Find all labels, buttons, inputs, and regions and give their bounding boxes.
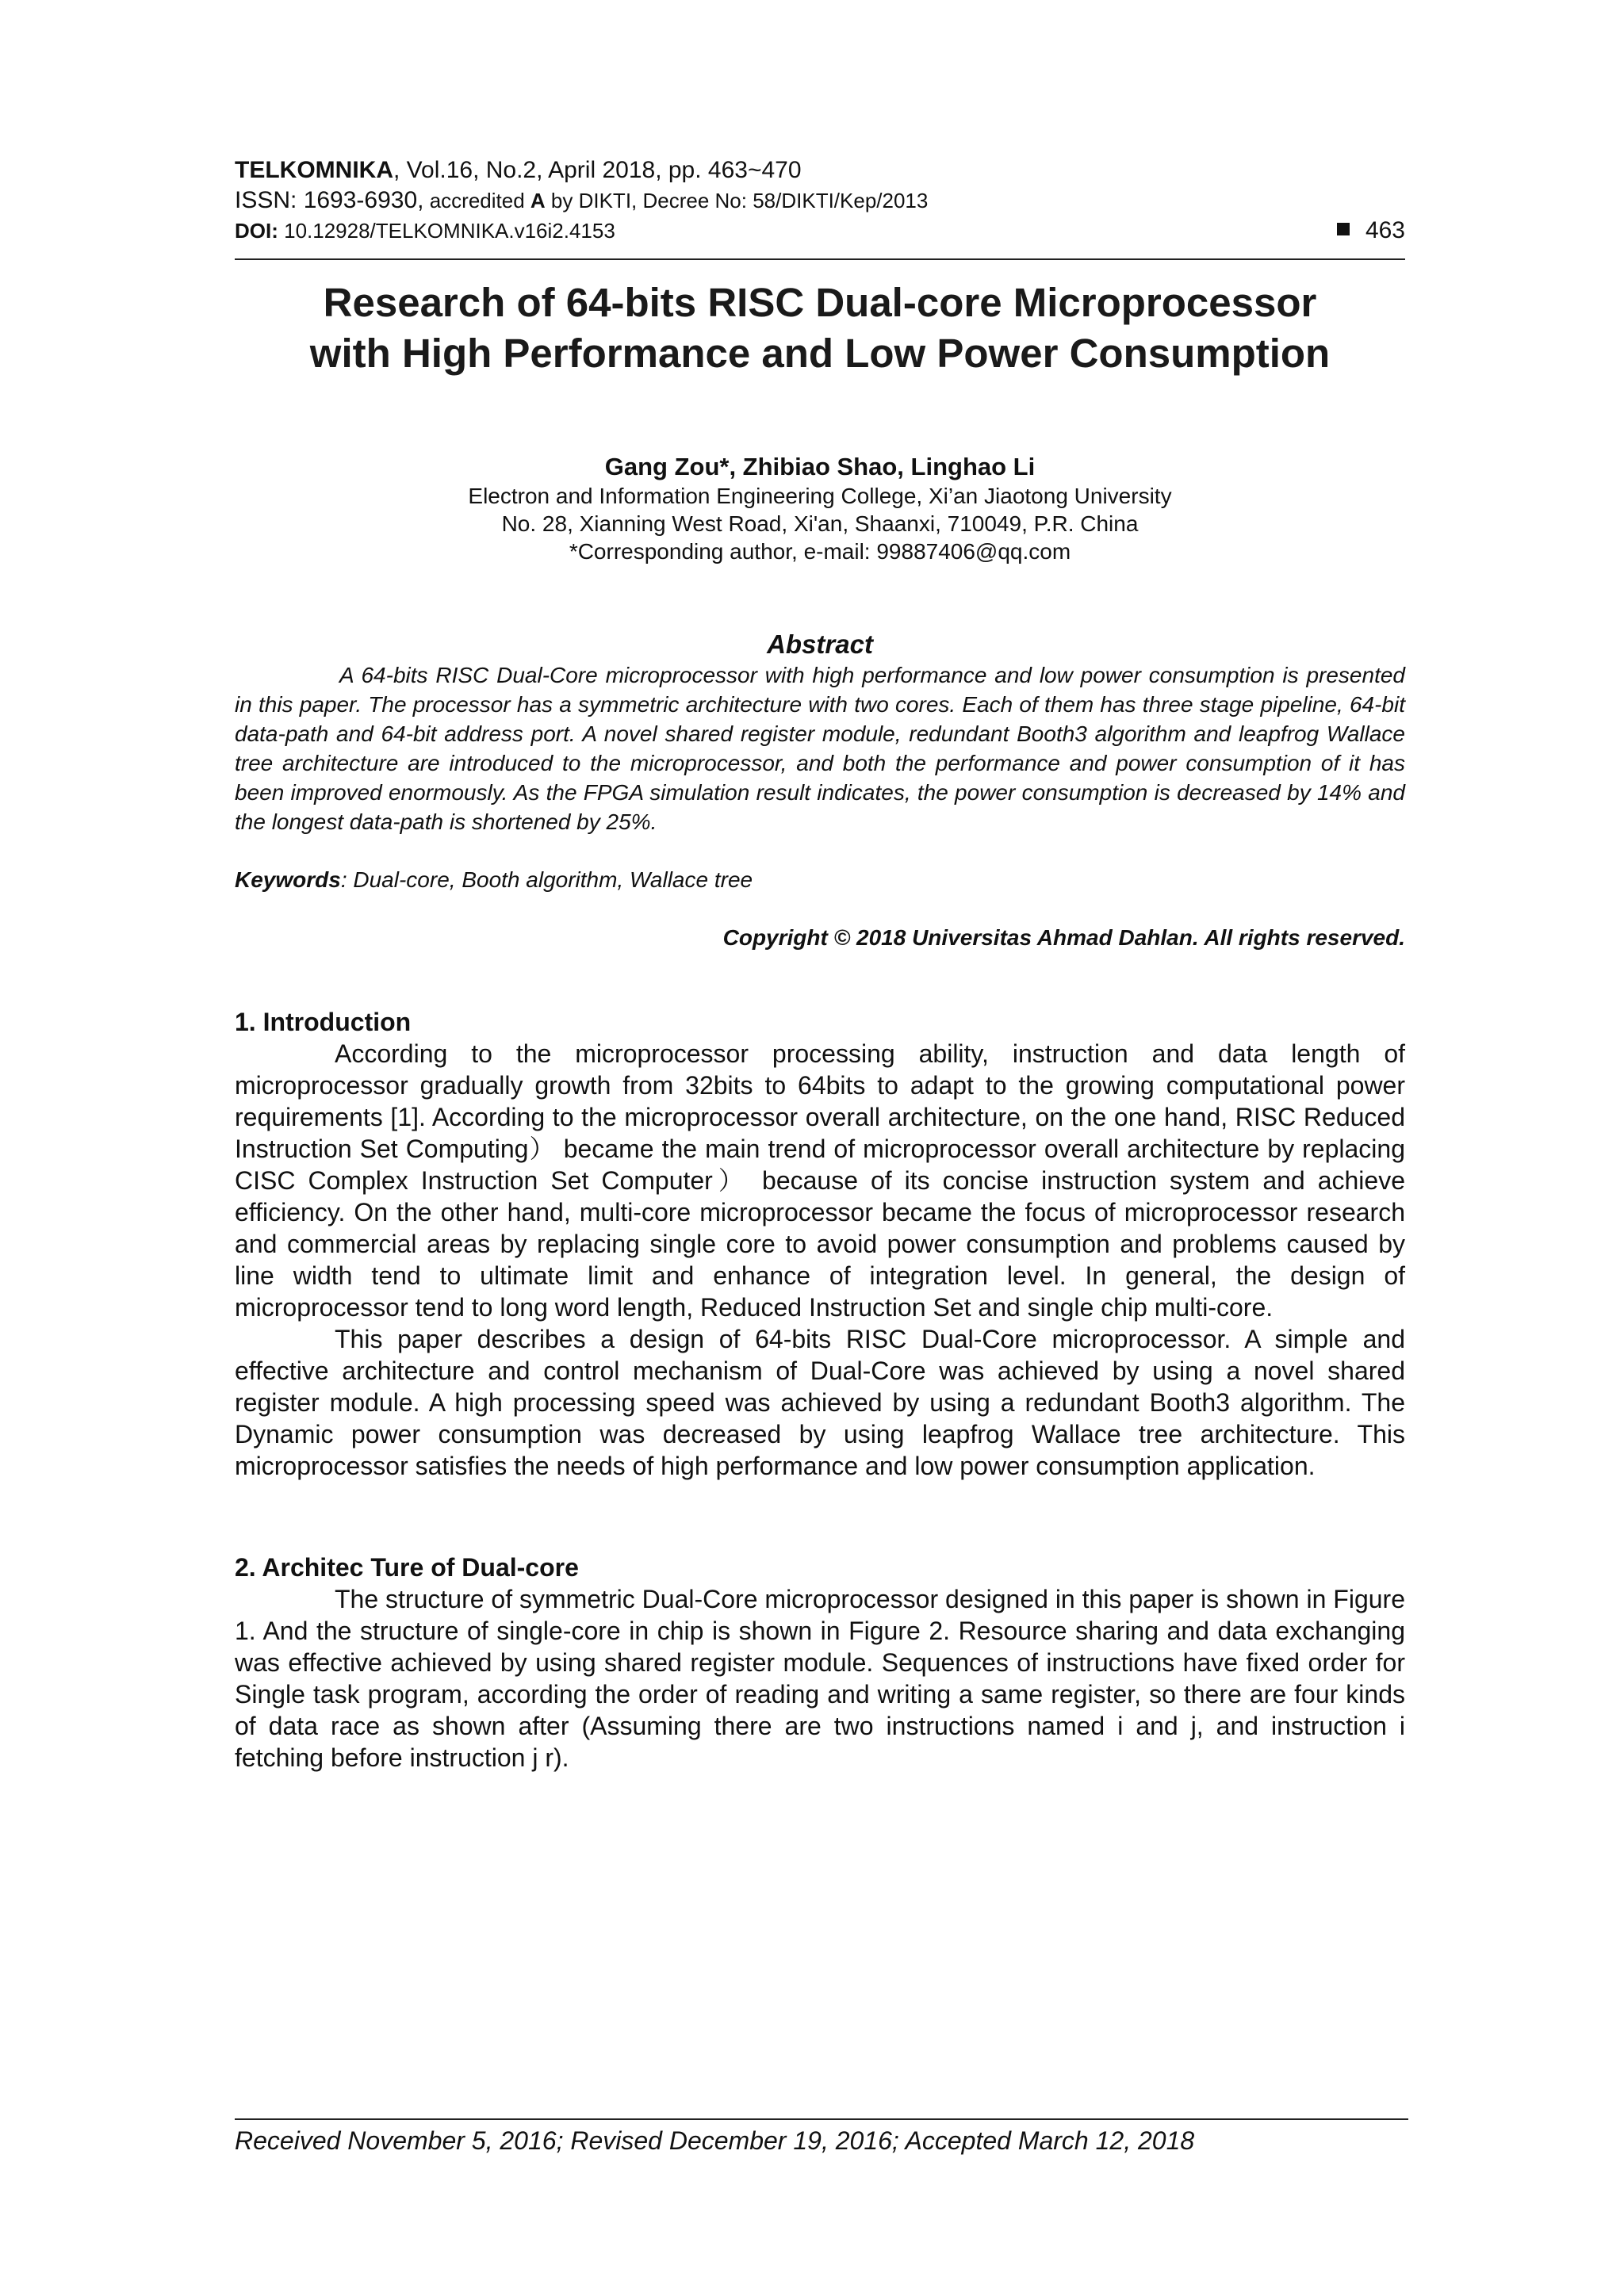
square-bullet-icon: [1337, 223, 1350, 235]
issn-line: [235, 186, 1405, 216]
abstract-text: A 64-bits RISC Dual-Core microprocessor with high performance and low power consumption is presented in this paper. The processor has a symmetric architecture with two cores. Each of them has three stage pipeline, 64-bit data-path and 64-bit address port. A novel shared register module, redundant Booth3 algorithm and leapfrog Wallace tree architecture are introduced to the microprocessor, and both the performance and power consumption of it has been improved enormously. As the FPGA simulation result indicates, the power consumption is decreased by 14% and the longest data-path is shortened by 25%.: [235, 663, 1405, 834]
accredited-grade: A: [530, 189, 546, 212]
doi-line: [235, 216, 1405, 246]
affiliation: Electron and Information Engineering College, Xi’an Jiaotong University: [468, 484, 1172, 508]
corresponding-author: *Corresponding author, e-mail: 99887406@qq.com: [569, 539, 1071, 564]
copyright: Copyright © 2018 Universitas Ahmad Dahlan. All rights reserved.: [722, 925, 1405, 950]
volume-info: , Vol.16, No.2, April 2018, pp. 463~470: [393, 157, 802, 183]
title-line-1: Research of 64-bits RISC Dual-core Microprocessor: [323, 280, 1317, 325]
header-rule: [235, 258, 1405, 260]
accredited-pre: accredited: [423, 189, 530, 212]
accredited-post: by DIKTI, Decree No: 58/DIKTI/Kep/2013: [545, 189, 929, 212]
paper-page: [235, 155, 1405, 1774]
page-number: [1337, 216, 1405, 246]
title-line-2: with High Performance and Low Power Consumption: [309, 331, 1331, 376]
keywords-text: : Dual-core, Booth algorithm, Wallace tree: [340, 867, 753, 892]
journal-line: [235, 155, 1405, 186]
issn: ISSN: 1693-6930,: [235, 187, 424, 213]
received-dates: Received November 5, 2016; Revised December 19, 2016; Accepted March 12, 2018: [235, 2126, 1195, 2155]
author-names: Gang Zou*, Zhibiao Shao, Linghao Li: [604, 453, 1036, 480]
doi-value: 10.12928/TELKOMNIKA.v16i2.4153: [278, 219, 615, 243]
abstract-heading: Abstract: [767, 629, 873, 659]
author-block: [235, 452, 1405, 565]
paragraph: The structure of symmetric Dual-Core microprocessor designed in this paper is shown in Figure 1. And the structure of single-core in chip is shown in Figure 2. Resource sharing and data exchanging was effective achieved by using shared register module. Sequences of instructions have fixed order for Single task program, according the order of reading and writing a same register, so there are four kinds of data race as shown after (Assuming there are two instructions named i and j, and instruction i fetching before instruction j r).: [235, 1585, 1405, 1772]
paragraph: This paper describes a design of 64-bits RISC Dual-Core microprocessor. A simple and effective architecture and control mechanism of Dual-Core was achieved by using a novel shared register module. A high processing speed was achieved by using a redundant Booth3 algorithm. The Dynamic power consumption was decreased by using leapfrog Wallace tree architecture. This microprocessor satisfies the needs of high performance and low power consumption application.: [235, 1325, 1405, 1480]
journal-name: TELKOMNIKA: [235, 157, 393, 183]
paper-title: [235, 277, 1405, 379]
keywords: [235, 865, 1405, 894]
section-heading-architecture: 2. Architec Ture of Dual-core: [235, 1553, 579, 1582]
doi-row: [235, 216, 1405, 246]
paragraph: According to the microprocessor processing ability, instruction and data length of microprocessor gradually growth from 32bits to 64bits to adapt to the growing computational power requirements [1]. According to the microprocessor overall architecture, on the one hand, RISC Reduced Instruction Set Computing） became the main trend of microprocessor overall architecture by replacing CISC Complex Instruction Set Computer） because of its concise instruction system and achieve efficiency. On the other hand, multi-core microprocessor became the focus of microprocessor research and commercial areas by replacing single core to avoid power consumption and problems caused by line width tend to ultimate limit and enhance of integration level. In general, the design of microprocessor tend to long word length, Reduced Instruction Set and single chip multi-core.: [235, 1039, 1406, 1322]
keywords-label: Keywords: [235, 867, 341, 892]
address: No. 28, Xianning West Road, Xi'an, Shaanxi, 710049, P.R. China: [501, 511, 1139, 536]
section-heading-introduction: 1. Introduction: [235, 1008, 412, 1036]
doi-label: DOI:: [235, 219, 278, 243]
page-number-value: 463: [1365, 217, 1405, 243]
footer-rule: [235, 2118, 1408, 2120]
